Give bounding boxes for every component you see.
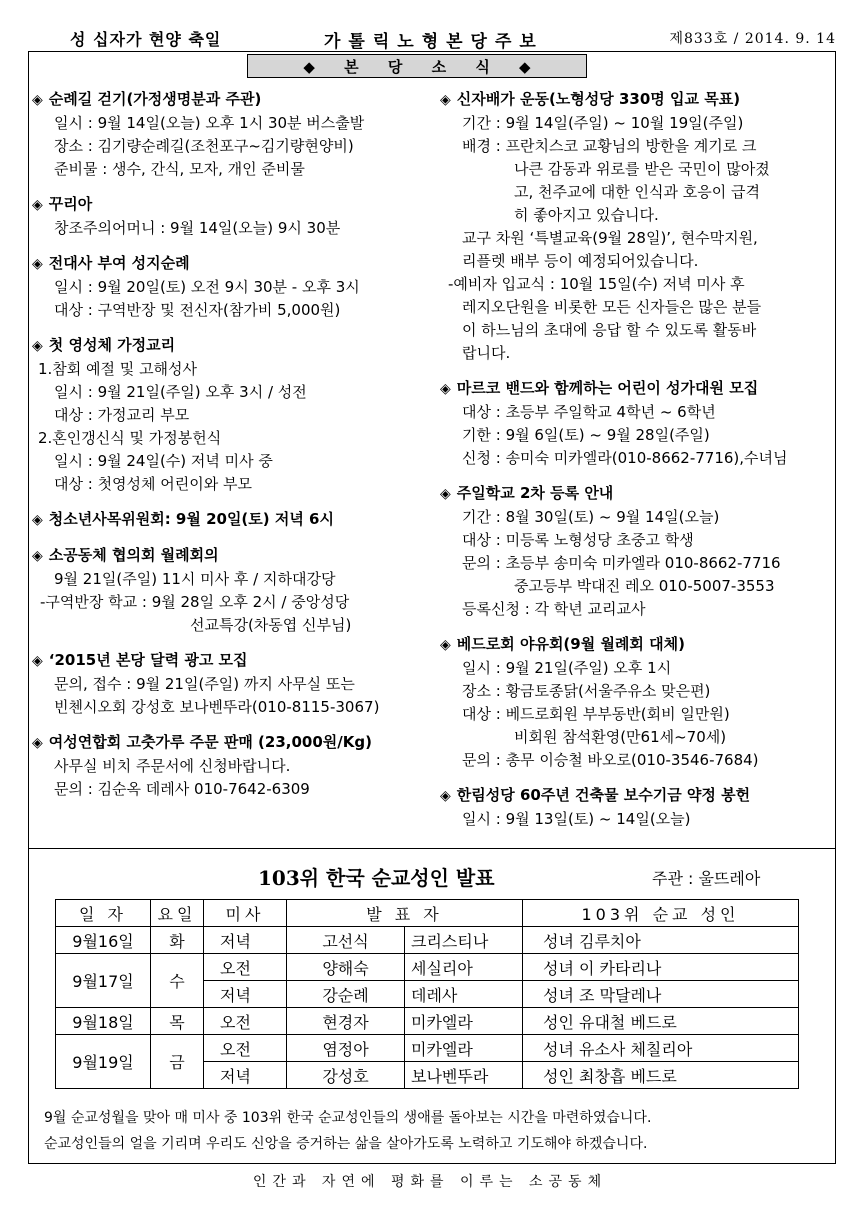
news-item-title-text: 꾸리아: [48, 195, 93, 213]
news-item-line: 리플렛 배부 등이 예정되어있습니다.: [462, 252, 699, 270]
feast-title: 성 십자가 현양 축일: [70, 30, 222, 49]
table-header-row: [56, 900, 799, 927]
cell-baptismal-name: 보나벤뚜라: [405, 1062, 523, 1089]
diamond-bullet-icon: ◈: [440, 637, 451, 653]
news-item: [440, 88, 832, 365]
header-mass: 미사: [204, 900, 287, 927]
news-item-line: 대상 : 첫영성체 어린이와 부모: [54, 475, 253, 493]
diamond-bullet-icon: ◈: [32, 197, 43, 213]
section-divider: [28, 848, 836, 849]
news-item-title-text: 청소년사목위원회: 9월 20일(토) 저녁 6시: [48, 510, 334, 528]
cell-saint: 성인 유대철 베드로: [523, 1008, 799, 1035]
news-item-line: 문의 : 초등부 송미숙 미카엘라 010-8662-7716: [462, 554, 781, 572]
news-item-line: 배경 : 프란치스코 교황님의 방한을 계기로 크: [462, 137, 757, 155]
footer-motto: 인간과 자연에 평화를 이루는 소공동체: [252, 1174, 608, 1190]
news-item: [32, 649, 432, 719]
news-item-line: 사무실 비치 주문서에 신청바랍니다.: [54, 757, 291, 775]
news-item-title-text: 전대사 부여 성지순례: [48, 254, 190, 272]
news-item-title: [440, 88, 832, 112]
news-item-line: 9월 21일(주일) 11시 미사 후 / 지하대강당: [54, 570, 336, 588]
note-line-2: 순교성인들의 얼을 기리며 우리도 신앙을 증거하는 삶을 살아가도록 노력하고 기도해야 하겠습니다.: [44, 1136, 648, 1152]
news-item-line: 대상 : 베드로회원 부부동반(회비 일만원): [462, 705, 730, 723]
news-item-line: 일시 : 9월 21일(주일) 오후 3시 / 성전: [54, 383, 307, 401]
cell-presenter-name: 고선식: [287, 927, 405, 954]
diamond-bullet-icon: ◈: [32, 548, 43, 564]
cell-mass: 저녁: [204, 981, 287, 1008]
news-item-line: 비회원 참석환영(만61세~70세): [514, 728, 727, 746]
news-item-title: [32, 731, 432, 755]
news-item-line: 장소 : 김기량순례길(조천포구~김기량현양비): [54, 137, 354, 155]
cell-day: 금: [151, 1035, 204, 1089]
diamond-bullet-icon: ◈: [32, 256, 43, 272]
header-date: 일 자: [56, 900, 151, 927]
news-item: [32, 334, 432, 496]
cell-saint: 성녀 유소사 체칠리아: [523, 1035, 799, 1062]
cell-saint: 성인 최창흡 베드로: [523, 1062, 799, 1089]
news-item-title: [440, 377, 832, 401]
parish-news-banner: ◆ 본 당 소 식 ◆: [247, 54, 587, 78]
bulletin-title: 가톨릭노형본당주보: [324, 32, 544, 52]
news-item-line: 일시 : 9월 24일(수) 저녁 미사 중: [54, 452, 273, 470]
martyrs-title: 103위 한국 순교성인 발표: [258, 866, 495, 890]
news-item: [32, 544, 432, 637]
news-item-title: [32, 88, 432, 112]
news-item-title-text: 여성연합회 고춧가루 주문 판매 (23,000원/Kg): [48, 733, 372, 751]
news-item-line: 기한 : 9월 6일(토) ~ 9월 28일(주일): [462, 426, 710, 444]
right-column: [440, 88, 832, 843]
header-saint: 103위 순교 성인: [523, 900, 799, 927]
news-item-line: 문의, 접수 : 9월 21일(주일) 까지 사무실 또는: [54, 675, 355, 693]
news-item: [440, 482, 832, 621]
diamond-bullet-icon: ◈: [440, 788, 451, 804]
news-item-line: 일시 : 9월 13일(토) ~ 14일(오늘): [462, 810, 691, 828]
cell-presenter-name: 강순례: [287, 981, 405, 1008]
header: [28, 27, 838, 51]
news-item-line: 대상 : 초등부 주일학교 4학년 ~ 6학년: [462, 403, 716, 421]
cell-baptismal-name: 크리스티나: [405, 927, 523, 954]
news-item-line: 나큰 감동과 위로를 받은 국민이 많아졌: [514, 160, 770, 178]
left-column: [32, 88, 432, 813]
news-item-line: 선교특강(차동엽 신부님): [190, 616, 352, 634]
news-item-line: 랍니다.: [462, 344, 511, 362]
issue-number: 제833호 / 2014. 9. 14: [669, 31, 836, 47]
news-item: [32, 88, 432, 181]
news-item-title: [32, 252, 432, 276]
news-item-title-text: 베드로회 야유회(9월 월례회 대체): [456, 635, 685, 653]
table-row: [56, 1008, 799, 1035]
diamond-bullet-icon: ◈: [32, 338, 43, 354]
news-item-title-text: 주일학교 2차 등록 안내: [456, 484, 614, 502]
diamond-bullet-icon: ◈: [32, 92, 43, 108]
news-item-title: [32, 544, 432, 568]
martyrs-organizer: 주관 : 울뜨레아: [652, 869, 761, 888]
news-item-line: 중고등부 박대진 레오 010-5007-3553: [514, 577, 775, 595]
news-item-line: 레지오단원을 비롯한 모든 신자들은 많은 분들: [462, 298, 762, 316]
table-row: [56, 954, 799, 981]
news-item-line: 대상 : 구역반장 및 전신자(참가비 5,000원): [54, 301, 341, 319]
cell-mass: 오전: [204, 954, 287, 981]
news-item-line: -구역반장 학교 : 9월 28일 오후 2시 / 중앙성당: [40, 593, 350, 611]
cell-day: 화: [151, 927, 204, 954]
news-item-line: -예비자 입교식 : 10월 15일(수) 저녁 미사 후: [448, 275, 745, 293]
header-day: 요일: [151, 900, 204, 927]
news-item-line: 일시 : 9월 20일(토) 오전 9시 30분 - 오후 3시: [54, 278, 360, 296]
cell-presenter-name: 염정아: [287, 1035, 405, 1062]
news-item: [440, 784, 832, 831]
table-row: [56, 927, 799, 954]
news-item-title-text: 한림성당 60주년 건축물 보수기금 약정 봉헌: [456, 786, 751, 804]
news-item-line: 대상 : 가정교리 부모: [54, 406, 190, 424]
cell-date: 9월19일: [56, 1035, 151, 1089]
news-item-title: [440, 784, 832, 808]
martyrs-note: [44, 1105, 824, 1157]
news-item-line: 일시 : 9월 14일(오늘) 오후 1시 30분 버스출발: [54, 114, 365, 132]
cell-presenter-name: 양해숙: [287, 954, 405, 981]
news-item-line: 기간 : 9월 14일(주일) ~ 10월 19일(주일): [462, 114, 744, 132]
cell-mass: 저녁: [204, 927, 287, 954]
news-item-line: 교구 차원 ‘특별교육(9월 28일)’, 현수막지원,: [462, 229, 758, 247]
news-item-line: 준비물 : 생수, 간식, 모자, 개인 준비물: [54, 160, 305, 178]
martyrs-schedule-table: [55, 899, 799, 1089]
news-item-title-text: 소공동체 협의회 월례회의: [48, 546, 219, 564]
cell-day: 수: [151, 954, 204, 1008]
news-item-line: 장소 : 황금토종닭(서울주유소 맞은편): [462, 682, 711, 700]
news-item-title-text: 첫 영성체 가정교리: [48, 336, 176, 354]
diamond-bullet-icon: ◈: [440, 486, 451, 502]
news-item: [32, 193, 432, 240]
cell-mass: 저녁: [204, 1062, 287, 1089]
news-item-line: 신청 : 송미숙 미카엘라(010-8662-7716),수녀님: [462, 449, 788, 467]
cell-baptismal-name: 미카엘라: [405, 1035, 523, 1062]
cell-day: 목: [151, 1008, 204, 1035]
news-item-line: 1.참회 예절 및 고해성사: [38, 360, 198, 378]
table-row: [56, 1035, 799, 1062]
news-item-title-text: 마르코 밴드와 함께하는 어린이 성가대원 모집: [456, 379, 759, 397]
header-presenter: 발 표 자: [287, 900, 523, 927]
news-item-line: 창조주의어머니 : 9월 14일(오늘) 9시 30분: [54, 219, 341, 237]
news-item-title-text: ‘2015년 본당 달력 광고 모집: [48, 651, 248, 669]
diamond-bullet-icon: ◈: [32, 735, 43, 751]
diamond-bullet-icon: ◈: [32, 653, 43, 669]
news-item-title: [440, 633, 832, 657]
cell-date: 9월18일: [56, 1008, 151, 1035]
cell-baptismal-name: 데레사: [405, 981, 523, 1008]
cell-date: 9월16일: [56, 927, 151, 954]
diamond-bullet-icon: ◈: [32, 512, 43, 528]
news-item-line: 히 좋아지고 있습니다.: [514, 206, 659, 224]
news-item-line: 문의 : 김순옥 데레사 010-7642-6309: [54, 780, 310, 798]
cell-mass: 오전: [204, 1035, 287, 1062]
cell-saint: 성녀 이 카타리나: [523, 954, 799, 981]
news-item-title: [32, 334, 432, 358]
news-item-title-text: 신자배가 운동(노형성당 330명 입교 목표): [456, 90, 741, 108]
news-item-line: 문의 : 총무 이승철 바오로(010-3546-7684): [462, 751, 759, 769]
cell-presenter-name: 현경자: [287, 1008, 405, 1035]
news-item: [32, 252, 432, 322]
news-item: [440, 633, 832, 772]
diamond-bullet-icon: ◈: [440, 92, 451, 108]
cell-mass: 오전: [204, 1008, 287, 1035]
cell-presenter-name: 강성호: [287, 1062, 405, 1089]
news-item: [32, 731, 432, 801]
cell-saint: 성녀 김루치아: [523, 927, 799, 954]
cell-baptismal-name: 미카엘라: [405, 1008, 523, 1035]
note-line-1: 9월 순교성월을 맞아 매 미사 중 103위 한국 순교성인들의 생애를 돌아보는 시간을 마련하였습니다.: [44, 1110, 652, 1126]
news-item-line: 기간 : 8월 30일(토) ~ 9월 14일(오늘): [462, 508, 720, 526]
news-item-line: 일시 : 9월 21일(주일) 오후 1시: [462, 659, 672, 677]
news-item: [440, 377, 832, 470]
news-item-title: [32, 508, 432, 532]
news-item-line: 등록신청 : 각 학년 교리교사: [462, 600, 646, 618]
diamond-bullet-icon: ◈: [440, 381, 451, 397]
news-item-title: [440, 482, 832, 506]
cell-baptismal-name: 세실리아: [405, 954, 523, 981]
cell-date: 9월17일: [56, 954, 151, 1008]
news-item-line: 2.혼인갱신식 및 가정봉헌식: [38, 429, 222, 447]
news-item-title-text: 순례길 걷기(가정생명분과 주관): [48, 90, 262, 108]
news-item-line: 빈첸시오회 강성호 보나벤뚜라(010-8115-3067): [54, 698, 380, 716]
news-item-title: [32, 649, 432, 673]
news-item-line: 고, 천주교에 대한 인식과 호응이 급격: [514, 183, 760, 201]
news-item: [32, 508, 432, 532]
news-item-line: 이 하느님의 초대에 응답 할 수 있도록 활동바: [462, 321, 757, 339]
cell-saint: 성녀 조 막달레나: [523, 981, 799, 1008]
news-item-line: 대상 : 미등록 노형성당 초중고 학생: [462, 531, 694, 549]
news-item-title: [32, 193, 432, 217]
